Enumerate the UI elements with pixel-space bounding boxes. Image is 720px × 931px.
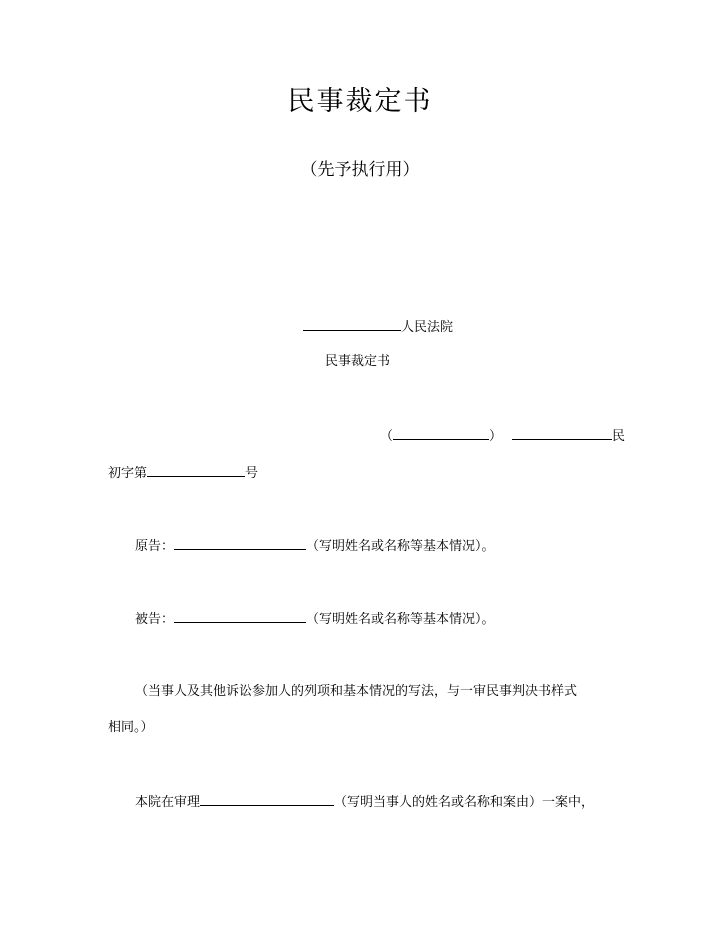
doc-type-heading: 民事裁定书	[325, 354, 391, 369]
document-title: 民事裁定书	[287, 86, 433, 117]
plaintiff-line	[135, 535, 495, 557]
case-open-paren: （	[380, 429, 394, 444]
case-hao-label: 号	[245, 466, 259, 481]
case-number-line-1	[380, 425, 625, 447]
case-serial-blank[interactable]	[147, 462, 245, 477]
defendant-line	[135, 608, 495, 630]
parties-note-line-2: 相同。）	[108, 720, 154, 735]
defendant-blank[interactable]	[174, 608, 306, 623]
court-name-blank[interactable]	[303, 316, 401, 331]
body-paragraph-line	[135, 791, 594, 813]
case-subject-blank[interactable]	[200, 791, 334, 806]
court-suffix: 人民法院	[401, 320, 454, 335]
parties-note-line-1: （当事人及其他诉讼参加人的列项和基本情况的写法，与一审民事判决书样式	[135, 684, 578, 699]
plaintiff-blank[interactable]	[174, 535, 306, 550]
case-year-blank[interactable]	[393, 425, 489, 440]
case-number-line-2	[108, 462, 258, 484]
plaintiff-note: （写明姓名或名称等基本情况）。	[306, 539, 495, 554]
plaintiff-label: 原告：	[135, 539, 175, 554]
court-name-line	[303, 316, 453, 338]
body-suffix: （写明当事人的姓名或名称和案由）一案中，	[334, 795, 595, 810]
case-chuzi-label: 初字第	[108, 466, 148, 481]
case-min-label: 民	[612, 429, 626, 444]
case-court-code-blank[interactable]	[512, 425, 612, 440]
document-subtitle: （先予执行用）	[300, 160, 420, 180]
body-prefix: 本院在审理	[135, 795, 201, 810]
defendant-label: 被告：	[135, 612, 175, 627]
defendant-note: （写明姓名或名称等基本情况）。	[306, 612, 495, 627]
case-close-paren: ）	[489, 429, 503, 444]
